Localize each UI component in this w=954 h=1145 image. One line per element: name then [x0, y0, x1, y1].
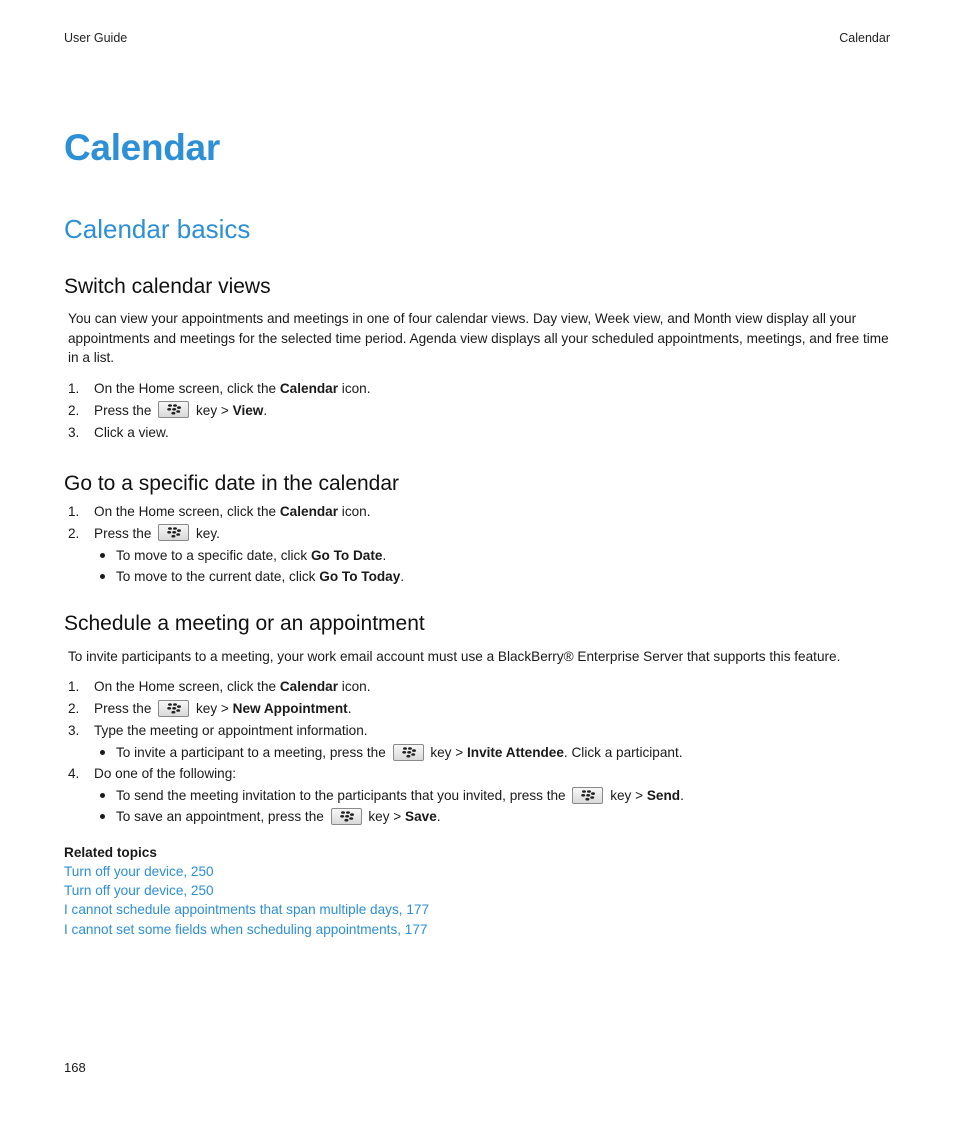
step-number: 1. [68, 503, 80, 519]
ui-term: Calendar [279, 380, 339, 396]
step-text: On the Home screen, click the [94, 503, 280, 519]
bullet-text: . [436, 809, 441, 824]
bullet-text: . [680, 788, 684, 803]
step-item [64, 763, 890, 827]
step-text: icon. [338, 679, 371, 694]
related-topics [64, 843, 890, 939]
bullet-text: . [400, 568, 405, 584]
step-list [64, 676, 890, 827]
step-item [64, 378, 890, 400]
running-header [64, 31, 890, 49]
bullet-item [94, 566, 890, 587]
step-item [64, 676, 890, 698]
bullet-dot [100, 750, 105, 755]
topic-title: Go to a specific date in the calendar [64, 471, 400, 495]
step-number: 2. [68, 701, 80, 716]
step-text: icon. [338, 503, 371, 519]
header-guide-title: User Guide [64, 31, 128, 45]
step-item [64, 698, 890, 720]
step-text: Press the [94, 402, 152, 418]
bullet-item [94, 806, 890, 827]
menu-key-icon [158, 524, 189, 541]
topic-title: Schedule a meeting or an appointment [64, 611, 425, 635]
related-topics-list [64, 862, 890, 939]
bullet-text: To send the meeting invitation to the participants that you invited, press the [116, 788, 566, 803]
related-topic-link[interactable]: Turn off your device, 250 [64, 864, 214, 879]
step-text: key. [195, 525, 220, 541]
bullet-item [94, 785, 890, 806]
ui-term: Send [646, 788, 681, 803]
step-text: Type the meeting or appointment information. [94, 723, 368, 738]
bullet-text: To save an appointment, press the [116, 809, 324, 824]
related-topic-link[interactable]: I cannot set some fields when scheduling appointments, 177 [64, 921, 428, 937]
ui-term: Calendar [279, 503, 339, 519]
page-number: 168 [64, 1060, 86, 1075]
step-list [64, 501, 890, 587]
page-content [64, 124, 890, 939]
step-text: . [263, 402, 268, 418]
step-number: 2. [68, 525, 80, 541]
menu-key-icon [393, 744, 424, 761]
bullet-text: key > [430, 745, 467, 760]
step-item [64, 422, 890, 444]
step-number: 1. [68, 380, 80, 396]
bullet-text: To move to a specific date, click [116, 547, 311, 563]
step-text: Do one of the following: [94, 766, 237, 781]
step-text: Press the [94, 701, 152, 716]
step-text: On the Home screen, click the [94, 380, 280, 396]
related-topic-item [64, 862, 890, 881]
ui-term: Calendar [279, 679, 339, 694]
ui-term: Invite Attendee [466, 745, 564, 760]
topic-go-to-date [64, 470, 890, 587]
related-topic-item [64, 920, 890, 939]
menu-key-icon [158, 700, 189, 717]
related-topic-item [64, 881, 890, 900]
bullet-dot [100, 553, 105, 558]
ui-term: View [232, 402, 264, 418]
ui-term: Save [405, 809, 437, 824]
related-topic-item [64, 900, 890, 919]
bullet-text: key > [610, 788, 647, 803]
step-text: icon. [338, 380, 371, 396]
menu-key-icon [331, 808, 362, 825]
ui-term: New Appointment [232, 701, 348, 716]
ui-term: Go To Today [319, 568, 401, 584]
topic-intro: To invite participants to a meeting, your work email account must use a BlackBerry® Enterprise Server that supports this feature. [68, 648, 841, 664]
menu-key-icon [572, 787, 603, 804]
step-item [64, 501, 890, 523]
step-list [64, 378, 890, 444]
bullet-list [94, 742, 890, 763]
bullet-list [94, 785, 890, 827]
topic-intro: You can view your appointments and meetings in one of four calendar views. Day view, Week view, and Month view display all your appointments and meetings for the selected time period. Agenda view displays all your scheduled appointments, meetings, and free time in a list. [68, 311, 889, 365]
step-number: 1. [68, 679, 80, 694]
bullet-text: . [382, 547, 387, 563]
topic-schedule-meeting [64, 610, 890, 828]
related-topic-link[interactable]: Turn off your device, 250 [64, 883, 214, 899]
bullet-text: To invite a participant to a meeting, press the [116, 745, 386, 760]
bullet-text: . Click a participant. [563, 745, 683, 760]
related-topic-link[interactable]: I cannot schedule appointments that span multiple days, 177 [64, 902, 430, 918]
step-number: 4. [68, 766, 80, 781]
step-text: On the Home screen, click the [94, 679, 280, 694]
step-number: 2. [68, 402, 80, 418]
menu-key-icon [158, 401, 189, 418]
topic-title: Switch calendar views [64, 275, 271, 298]
step-text: Press the [94, 525, 152, 541]
related-topics-title: Related topics [64, 845, 157, 860]
section-title: Calendar basics [64, 214, 251, 244]
bullet-dot [100, 814, 105, 819]
header-chapter-name: Calendar [839, 31, 890, 45]
step-item [64, 400, 890, 422]
step-item [64, 720, 890, 763]
bullet-text: To move to the current date, click [116, 568, 320, 584]
bullet-item [94, 742, 890, 763]
step-item [64, 523, 890, 587]
step-text: key > [195, 402, 233, 418]
step-number: 3. [68, 424, 80, 440]
step-text: Click a view. [94, 424, 169, 440]
step-text: . [347, 701, 352, 716]
ui-term: Go To Date [310, 547, 383, 563]
step-text: key > [195, 701, 233, 716]
bullet-item [94, 545, 890, 566]
bullet-dot [100, 574, 105, 579]
topic-switch-calendar-views [64, 273, 890, 444]
chapter-title: Calendar [64, 127, 220, 168]
bullet-list [94, 545, 890, 587]
bullet-text: key > [368, 809, 406, 824]
bullet-dot [100, 793, 105, 798]
step-number: 3. [68, 723, 80, 738]
